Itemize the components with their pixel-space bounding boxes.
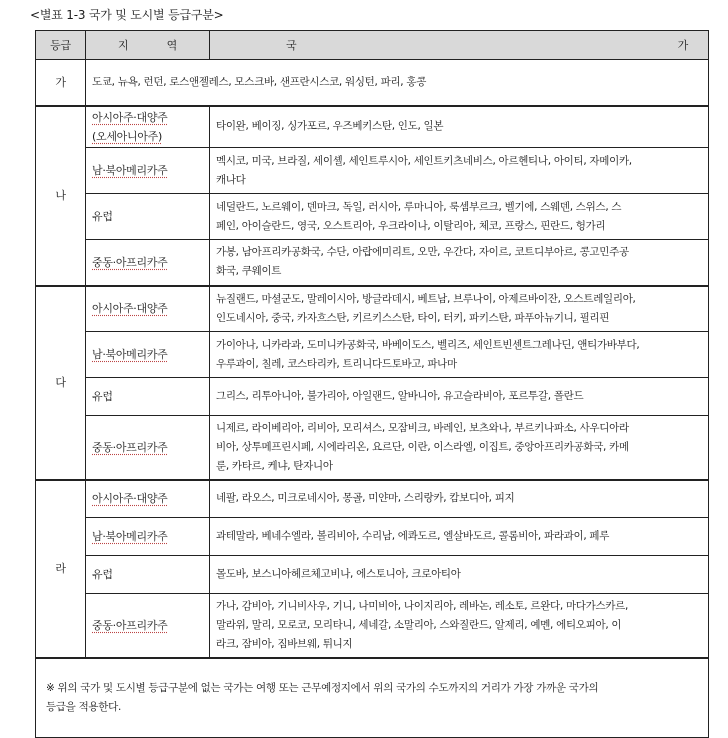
countries-cell: 가이아나, 니카라과, 도미니카공화국, 바베이도스, 벨리즈, 세인트빈센트그레나딘, 앤티가바부다, 우루과이, 칠레, 코스타리카, 트리니다드토바고, 파나마 <box>210 332 709 378</box>
region-cell: 중동·아프리카주 <box>86 594 210 658</box>
table-row <box>36 556 709 594</box>
table-row <box>36 378 709 416</box>
ga-cities: 도쿄, 뉴욕, 런던, 로스앤젤레스, 모스크바, 샌프란시스코, 워싱턴, 파리, 홍콩 <box>86 60 709 106</box>
header-countries: 국 가 <box>210 31 709 60</box>
table-row <box>36 148 709 194</box>
countries-cell: 가나, 감비아, 기니비사우, 기니, 나미비아, 나이지리아, 레바논, 레소토, 르완다, 마다가스카르, 말라위, 말리, 모로코, 모리타니, 세네갈, 소말리아, 스와질란드, 알제리, 예멘, 에티오피아, 이 라크, 잠비아, 짐바브웨, 튀니지 <box>210 594 709 658</box>
header-grade: 등급 <box>36 31 86 60</box>
grade-da: 다 <box>36 286 86 480</box>
countries-cell: 멕시코, 미국, 브라질, 세이셸, 세인트루시아, 세인트키츠네비스, 아르헨티나, 아이티, 자메이카, 캐나다 <box>210 148 709 194</box>
region-cell: 남·북아메리카주 <box>86 148 210 194</box>
table-row <box>36 416 709 480</box>
region-cell: 중동·아프리카주 <box>86 416 210 480</box>
region-cell: 유럽 <box>86 378 210 416</box>
region-cell: 남·북아메리카주 <box>86 518 210 556</box>
table-row <box>36 286 709 332</box>
region-cell: 중동·아프리카주 <box>86 240 210 286</box>
table-row <box>36 480 709 518</box>
region-cell: 아시아주·대양주 <box>86 480 210 518</box>
footnote: ※ 위의 국가 및 도시별 등급구분에 없는 국가는 여행 또는 근무예정지에서 위의 국가의 수도까지의 거리가 가장 가까운 국가의 등급을 적용한다. <box>36 658 709 738</box>
grade-ra: 라 <box>36 480 86 658</box>
table-row <box>36 594 709 658</box>
grade-table <box>35 30 709 738</box>
region-cell: 유럽 <box>86 556 210 594</box>
region-cell: 유럽 <box>86 194 210 240</box>
countries-cell: 니제르, 라이베리아, 리비아, 모리셔스, 모잠비크, 바레인, 보츠와나, 부르키나파소, 사우디아라 비아, 상투메프린시페, 시에라리온, 요르단, 이란, 이스라엘, 이집트, 중앙아프리카공화국, 카메 룬, 카타르, 케냐, 탄자니아 <box>210 416 709 480</box>
header-region: 지 역 <box>86 31 210 60</box>
countries-cell: 가봉, 남아프리카공화국, 수단, 아랍에미리트, 오만, 우간다, 자이르, 코트디부아르, 콩고민주공 화국, 쿠웨이트 <box>210 240 709 286</box>
grade-ga: 가 <box>36 60 86 106</box>
countries-cell: 과테말라, 베네수엘라, 볼리비아, 수리남, 에콰도르, 엘살바도르, 콜롬비아, 파라과이, 페루 <box>210 518 709 556</box>
countries-cell: 네덜란드, 노르웨이, 덴마크, 독일, 러시아, 루마니아, 룩셈부르크, 벨기에, 스웨덴, 스위스, 스 페인, 아이슬란드, 영국, 오스트리아, 우크라이나, 이탈리아, 체코, 프랑스, 핀란드, 헝가리 <box>210 194 709 240</box>
table-row <box>36 60 709 106</box>
table-row <box>36 332 709 378</box>
countries-cell: 뉴질랜드, 마셜군도, 말레이시아, 방글라데시, 베트남, 브루나이, 아제르바이잔, 오스트레일리아, 인도네시아, 중국, 카자흐스탄, 키르키스스탄, 타이, 터키, 파키스탄, 파푸아뉴기니, 필리핀 <box>210 286 709 332</box>
region-cell: 아시아주·대양주 (오세아니아주) <box>86 106 210 148</box>
countries-cell: 타이완, 베이징, 싱가포르, 우즈베키스탄, 인도, 일본 <box>210 106 709 148</box>
table-row <box>36 518 709 556</box>
table-row <box>36 194 709 240</box>
countries-cell: 그리스, 리투아니아, 불가리아, 아일랜드, 알바니아, 유고슬라비아, 포르투갈, 폴란드 <box>210 378 709 416</box>
region-cell: 아시아주·대양주 <box>86 286 210 332</box>
table-caption: <별표 1-3 국가 및 도시별 등급구분> <box>30 8 224 22</box>
countries-cell: 몰도바, 보스니아헤르체고비나, 에스토니아, 크로아티아 <box>210 556 709 594</box>
countries-cell: 네팔, 라오스, 미크로네시아, 몽골, 미얀마, 스리랑카, 캄보디아, 피지 <box>210 480 709 518</box>
table-header-row <box>36 31 709 60</box>
region-cell: 남·북아메리카주 <box>86 332 210 378</box>
table-row <box>36 240 709 286</box>
footnote-row <box>36 658 709 738</box>
table-row <box>36 106 709 148</box>
grade-na: 나 <box>36 106 86 286</box>
